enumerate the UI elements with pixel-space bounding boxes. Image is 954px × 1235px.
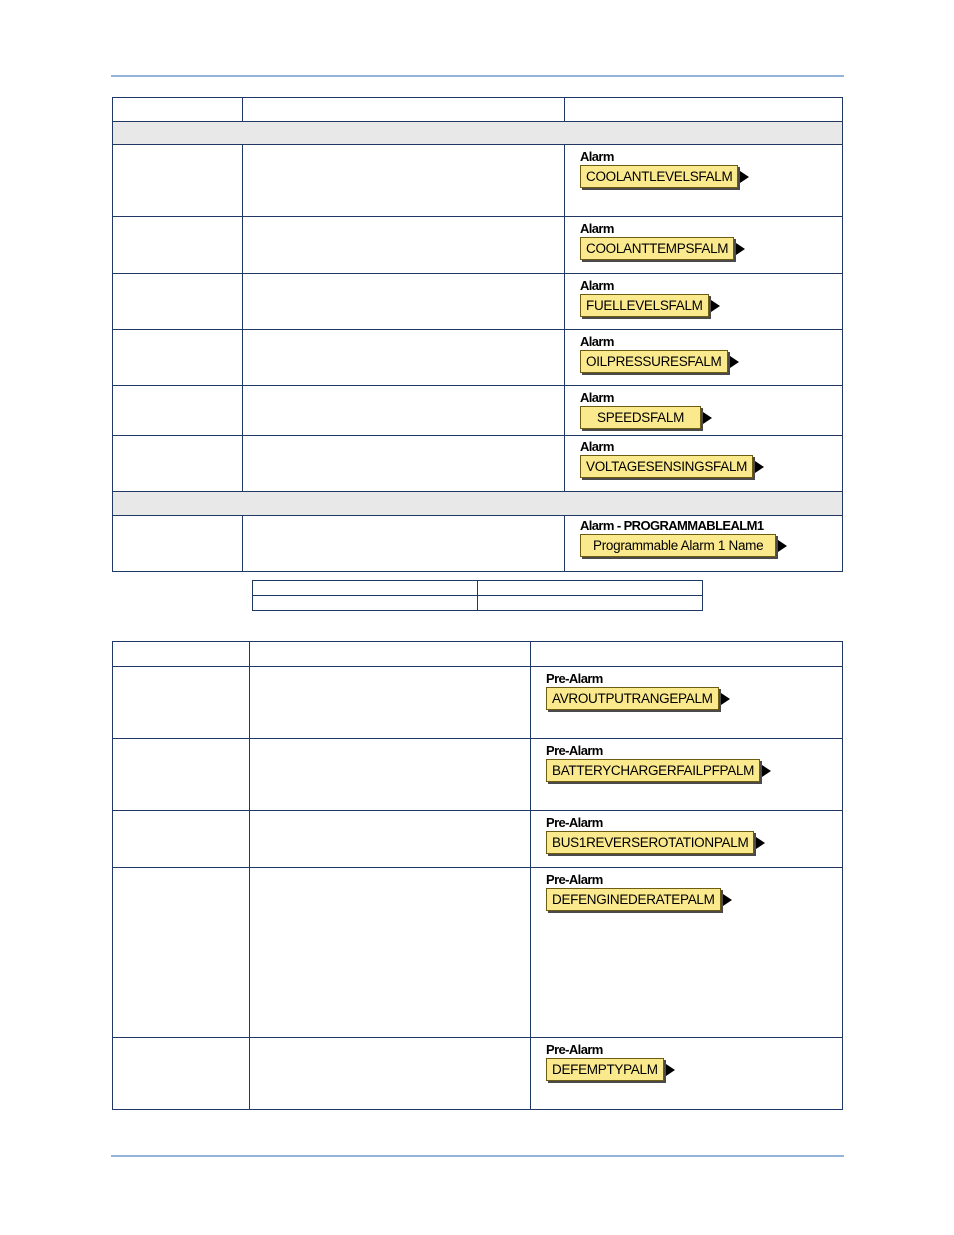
logic-block bbox=[546, 672, 730, 710]
output-arrow-icon bbox=[736, 243, 745, 255]
output-arrow-icon bbox=[666, 1064, 675, 1076]
logic-block bbox=[546, 744, 771, 782]
prealarm-tag: DEFENGINEDERATEPALM bbox=[546, 888, 721, 911]
section-header-row bbox=[113, 122, 843, 145]
alarm-tag: SPEEDSFALM bbox=[580, 406, 701, 429]
output-arrow-icon bbox=[762, 765, 771, 777]
output-arrow-icon bbox=[756, 837, 765, 849]
table-row bbox=[113, 217, 843, 274]
prealarm-label: Pre-Alarm bbox=[546, 1042, 603, 1057]
alarm-label: Alarm bbox=[580, 334, 614, 349]
footer-rule bbox=[111, 1155, 844, 1157]
output-arrow-icon bbox=[721, 693, 730, 705]
output-arrow-icon bbox=[740, 171, 749, 183]
prealarm-label: Pre-Alarm bbox=[546, 815, 603, 830]
logic-block bbox=[546, 873, 732, 911]
table-header-row bbox=[113, 642, 843, 667]
prealarm-tag: AVROUTPUTRANGEPALM bbox=[546, 687, 719, 710]
programmable-alarm-label: Alarm - PROGRAMMABLEALM1 bbox=[580, 518, 764, 533]
prealarm-label: Pre-Alarm bbox=[546, 872, 603, 887]
logic-block bbox=[580, 279, 720, 317]
prealarm-tag: DEFEMPTYPALM bbox=[546, 1058, 664, 1081]
alarm-tag: OILPRESSURESFALM bbox=[580, 350, 728, 373]
logic-block bbox=[546, 1043, 675, 1081]
table-row bbox=[113, 739, 843, 811]
section-header-row bbox=[113, 492, 843, 516]
alarm-label: Alarm bbox=[580, 278, 614, 293]
output-arrow-icon bbox=[723, 894, 732, 906]
table-row bbox=[113, 811, 843, 868]
alarm-table bbox=[112, 97, 843, 572]
table-row bbox=[113, 868, 843, 1038]
output-arrow-icon bbox=[755, 461, 764, 473]
logic-block bbox=[546, 816, 765, 854]
alarm-tag: FUELLEVELSFALM bbox=[580, 294, 709, 317]
output-arrow-icon bbox=[730, 356, 739, 368]
programmable-alarm-tag: Programmable Alarm 1 Name bbox=[580, 534, 776, 557]
table-row bbox=[113, 667, 843, 739]
logic-block bbox=[580, 391, 712, 429]
table-row bbox=[113, 516, 843, 572]
alarm-label: Alarm bbox=[580, 390, 614, 405]
table-row bbox=[113, 436, 843, 492]
output-arrow-icon bbox=[711, 300, 720, 312]
alarm-label: Alarm bbox=[580, 149, 614, 164]
output-arrow-icon bbox=[778, 540, 787, 552]
prealarm-label: Pre-Alarm bbox=[546, 743, 603, 758]
logic-block bbox=[580, 150, 749, 188]
logic-block bbox=[580, 519, 787, 557]
table-row bbox=[113, 330, 843, 386]
logic-block bbox=[580, 440, 764, 478]
prealarm-tag: BUS1REVERSEROTATIONPALM bbox=[546, 831, 754, 854]
alarm-label: Alarm bbox=[580, 439, 614, 454]
table-header-row bbox=[113, 98, 843, 122]
output-arrow-icon bbox=[703, 412, 712, 424]
caption-table bbox=[252, 580, 703, 611]
alarm-tag: COOLANTLEVELSFALM bbox=[580, 165, 738, 188]
table-row bbox=[113, 1038, 843, 1110]
prealarm-table bbox=[112, 641, 843, 1110]
logic-block bbox=[580, 335, 739, 373]
prealarm-label: Pre-Alarm bbox=[546, 671, 603, 686]
alarm-tag: VOLTAGESENSINGSFALM bbox=[580, 455, 753, 478]
prealarm-tag: BATTERYCHARGERFAILPFPALM bbox=[546, 759, 760, 782]
table-row bbox=[113, 386, 843, 436]
table-row bbox=[113, 274, 843, 330]
header-rule bbox=[111, 75, 844, 77]
logic-block bbox=[580, 222, 745, 260]
alarm-label: Alarm bbox=[580, 221, 614, 236]
table-row bbox=[113, 145, 843, 217]
alarm-tag: COOLANTTEMPSFALM bbox=[580, 237, 734, 260]
